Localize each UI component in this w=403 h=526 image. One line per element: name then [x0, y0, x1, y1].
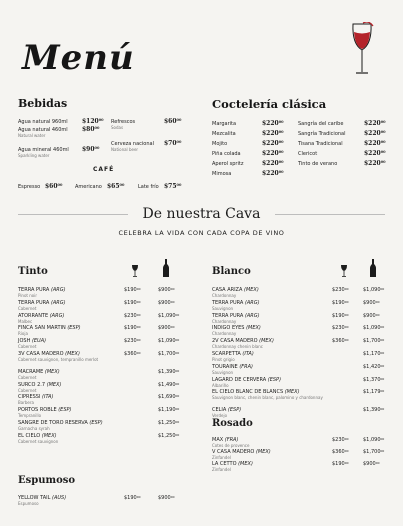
- menu-item: [18, 119, 68, 125]
- price: $1,390$^{00}$: [158, 368, 180, 375]
- wine-grape: Tempranillo: [18, 413, 42, 419]
- wine-name: LA CETTO (MEX): [212, 461, 253, 468]
- wine-origin: (MEX): [65, 351, 80, 357]
- wine-origin: (MEX): [246, 325, 261, 332]
- menu-item: Clericot: [298, 151, 318, 157]
- wine-origin: (MEX): [44, 368, 60, 375]
- wine-item: [212, 461, 253, 472]
- wine-name: FINCA SAN MARTIN (ESP): [18, 325, 81, 332]
- price: $1,090$^{00}$: [158, 312, 180, 319]
- cafe-title: CAFÉ: [93, 166, 115, 173]
- menu-item: Piña colada: [212, 151, 241, 157]
- price: $\$190^{00}$: [124, 325, 141, 332]
- wine-grape: Cabernet: [18, 374, 37, 380]
- wine-name: JOSH (EUA): [18, 338, 47, 345]
- price: $1,370$^{00}$: [363, 376, 385, 383]
- price: $\$190^{00}$: [332, 461, 349, 468]
- wine-grape: Cabernet: [18, 344, 37, 350]
- price: $\$220^{00}$: [364, 120, 386, 127]
- wine-name: LAGARD DE CERVERA (ESP): [212, 376, 282, 383]
- rosado-title: Rosado: [212, 418, 253, 429]
- wine-origin: (ARG): [50, 299, 66, 306]
- menu-item: Margarita: [212, 121, 237, 127]
- price: $1,090$^{00}$: [363, 437, 385, 443]
- wine-item: [212, 377, 281, 388]
- wine-item: [18, 287, 66, 298]
- wine-name: EL CIELO (MEX): [18, 432, 57, 439]
- wine-name: 3V CASA MADERO (MEX): [18, 351, 80, 357]
- price: $1,700$^{00}$: [158, 351, 180, 357]
- wine-name: INDIGO EYES (MEX): [212, 325, 261, 332]
- price: $1,420$^{00}$: [363, 363, 385, 370]
- price: $\$900^{00}$: [363, 461, 380, 468]
- wine-name: PORTOS ROBLE (ESP): [18, 407, 72, 414]
- wine-item: [18, 495, 66, 506]
- cocteleria-title: Coctelería clásica: [212, 97, 327, 111]
- price: $\$220^{00}$: [364, 130, 386, 137]
- wine-grape: Sauvignon: [212, 305, 234, 311]
- wine-grape: Malbec: [18, 318, 33, 324]
- menu-item: [18, 147, 69, 158]
- wine-origin: (AUS): [52, 495, 67, 501]
- menu-item: Sangría del caribe: [298, 121, 344, 127]
- wine-grape: Barbera: [18, 400, 34, 406]
- wine-name: ATORRANTE (ARG): [18, 312, 65, 319]
- wine-grape: Chardonnay chenin blanc: [212, 344, 263, 350]
- price: $\$220^{00}$: [364, 150, 386, 157]
- wine-origin: (ESP): [67, 325, 81, 332]
- wine-origin: (MEX): [46, 381, 62, 388]
- price: $\$230^{00}$: [332, 325, 349, 332]
- wine-name: TERRA PURA (ARG): [18, 287, 66, 293]
- price: $\$220^{00}$: [262, 130, 284, 137]
- menu-item: Americano: [75, 184, 102, 190]
- price: $\$230^{00}$: [124, 338, 141, 345]
- wine-name: TERRA PURA (ARG): [18, 299, 66, 306]
- wine-item: [212, 364, 253, 375]
- wine-origin: (MEX): [238, 461, 253, 468]
- cava-title: De nuestra Cava: [142, 206, 261, 222]
- wine-item: [18, 433, 58, 444]
- wine-item: [18, 351, 98, 362]
- wine-origin: (ARG): [244, 312, 260, 319]
- tinto-title: Tinto: [18, 266, 48, 277]
- wine-grape: Verdejo: [212, 413, 228, 419]
- bebidas-title: Bebidas: [18, 97, 68, 110]
- wine-item: [212, 351, 254, 362]
- glass-icon: [340, 265, 348, 277]
- price: $\$220^{00}$: [262, 140, 284, 147]
- wine-name: CASA ARIZA (MEX): [212, 287, 259, 293]
- espumoso-title: Espumoso: [18, 475, 76, 486]
- price: $\$220^{00}$: [262, 120, 284, 127]
- item-subtitle: Sparkling water: [18, 153, 50, 158]
- price: $1,090$^{00}$: [363, 325, 385, 332]
- price: $\$190^{00}$: [332, 299, 349, 306]
- price: $1,250$^{00}$: [158, 420, 180, 426]
- wine-name: TOURAINE (FRA): [212, 363, 253, 370]
- wine-item: [18, 313, 64, 324]
- wine-origin: (MEX): [259, 338, 274, 345]
- menu-item: Mojito: [212, 141, 228, 147]
- item-name: Agua mineral 460ml: [18, 147, 69, 153]
- price: $\$230^{00}$: [332, 437, 349, 443]
- price: $\$70^{00}$: [164, 140, 182, 147]
- item-name: Agua natural 960ml: [18, 119, 68, 125]
- price: $\$230^{00}$: [124, 312, 141, 319]
- wine-origin: (ARG): [244, 299, 260, 306]
- wine-item: [18, 394, 53, 405]
- wine-name: MACRAME (MEX): [18, 368, 60, 375]
- price: $1,179$^{00}$: [363, 389, 385, 396]
- menu-item: Espresso: [18, 184, 41, 190]
- price: $\$360^{00}$: [332, 449, 349, 456]
- price: $1,690$^{00}$: [158, 394, 180, 401]
- price: $\$900^{00}$: [158, 299, 175, 306]
- wine-item: [212, 437, 249, 448]
- price: $1,700$^{00}$: [363, 449, 385, 456]
- price: $\$360^{00}$: [124, 351, 141, 357]
- wine-name: SURCO 2.7 (MEX): [18, 381, 62, 388]
- wine-item: [18, 325, 81, 336]
- price: $\$190^{00}$: [124, 287, 141, 293]
- wine-item: [212, 389, 323, 400]
- menu-item: [111, 119, 135, 130]
- wine-grape: Chardonnay: [212, 318, 237, 324]
- wine-glass-icon: [349, 22, 375, 78]
- price: $\$80^{00}$: [82, 126, 100, 133]
- menu-item: [18, 127, 68, 138]
- wine-origin: (MEX): [41, 432, 57, 439]
- price: $1,700$^{00}$: [363, 338, 385, 345]
- price: $\$900^{00}$: [158, 325, 175, 332]
- wine-item: [18, 338, 46, 349]
- item-name: Refrescos: [111, 119, 136, 125]
- item-name: Cerveza nacional: [111, 141, 154, 147]
- price: $\$190^{00}$: [124, 495, 141, 501]
- price: $\$60^{00}$: [45, 183, 63, 190]
- price: $\$60^{00}$: [164, 118, 182, 125]
- menu-item: Tisana Tradicional: [298, 141, 343, 147]
- wine-item: [212, 300, 260, 311]
- wine-grape: Cotes de provence: [212, 443, 250, 448]
- bottle-icon: [370, 259, 376, 277]
- blanco-title: Blanco: [212, 266, 251, 277]
- wine-item: [18, 369, 60, 380]
- price: $\$900^{00}$: [158, 287, 175, 293]
- wine-grape: Zinfandel: [212, 455, 231, 461]
- menu-item: [111, 141, 154, 152]
- price: $\$230^{00}$: [332, 287, 349, 293]
- wine-grape: Garnacha syrah: [18, 426, 50, 431]
- price: $\$900^{00}$: [363, 312, 380, 319]
- menu-item: Aperol spritz: [212, 161, 244, 167]
- wine-item: [212, 313, 260, 324]
- menu-item: Sangría Tradicional: [298, 131, 346, 137]
- wine-grape: Sauvignon: [212, 369, 234, 375]
- price: $\$360^{00}$: [332, 338, 349, 345]
- wine-grape: Chardonnay: [212, 293, 237, 298]
- price: $\$120^{00}$: [82, 118, 104, 125]
- wine-item: [18, 407, 71, 418]
- wine-grape: Cabernet sauvignon, tempranillo merlot: [18, 357, 99, 362]
- wine-grape: Rioja: [18, 331, 28, 337]
- item-name: Agua natural 460ml: [18, 127, 68, 133]
- price: $1,090$^{00}$: [363, 287, 385, 293]
- price: $1,390$^{00}$: [363, 407, 385, 414]
- menu-item: Mimosa: [212, 171, 232, 177]
- wine-origin: (ESP): [58, 407, 72, 414]
- wine-grape: Espumoso: [18, 501, 39, 506]
- wine-item: [18, 420, 103, 431]
- wine-item: [18, 300, 66, 311]
- wine-grape: Albariño: [212, 382, 229, 388]
- menu-item: Tinto de verano: [298, 161, 338, 167]
- wine-grape: Pinot noir: [18, 293, 37, 298]
- wine-origin: (FRA): [224, 437, 239, 443]
- bottle-icon: [163, 259, 169, 277]
- price: $\$190^{00}$: [332, 312, 349, 319]
- price: $\$190^{00}$: [124, 299, 141, 306]
- wine-item: [212, 338, 274, 349]
- menu-item: Late frío: [138, 184, 159, 190]
- wine-origin: (ESP): [227, 407, 242, 414]
- wine-name: YELLOW TAIL (AUS): [18, 495, 67, 501]
- wine-name: TERRA PURA (ARG): [212, 299, 260, 306]
- price: $\$220^{00}$: [364, 160, 386, 167]
- price: $\$90^{00}$: [82, 146, 100, 153]
- price: $\$220^{00}$: [262, 160, 284, 167]
- wine-grape: Sauvignon blanc, chenin blanc, palomino y chardonnay: [212, 395, 323, 401]
- wine-name: CIPRESSI (ITA): [18, 394, 54, 401]
- price: $\$220^{00}$: [262, 170, 284, 177]
- price: $\$65^{00}$: [107, 183, 125, 190]
- wine-item: [212, 287, 259, 298]
- wine-item: [18, 382, 61, 393]
- wine-origin: (ARG): [49, 312, 65, 319]
- price: $\$900^{00}$: [158, 495, 175, 501]
- wine-grape: Cabernet: [18, 305, 37, 311]
- wine-origin: (EUA): [31, 338, 47, 345]
- wine-item: [212, 407, 241, 418]
- wine-origin: (ESP): [89, 420, 103, 426]
- wine-origin: (MEX): [255, 449, 271, 456]
- price: $\$900^{00}$: [363, 299, 380, 306]
- wine-item: [212, 325, 261, 336]
- wine-grape: Pinot grigio: [212, 357, 235, 362]
- cava-subtitle: CELEBRA LA VIDA CON CADA COPA DE VINO: [118, 229, 285, 237]
- price: $1,490$^{00}$: [158, 381, 180, 388]
- price: $\$75^{00}$: [164, 183, 182, 190]
- price: $1,170$^{00}$: [363, 351, 385, 357]
- wine-origin: (ITA): [42, 394, 54, 401]
- wine-name: EL CIELO BLANC DE BLANCS (MEX): [212, 389, 300, 396]
- price: $1,190$^{00}$: [158, 407, 180, 414]
- wine-name: SANGRE DE TORO RESERVA (ESP): [18, 420, 103, 426]
- wine-name: SCARPETTA (ITA): [212, 351, 254, 357]
- glass-icon: [131, 265, 139, 277]
- wine-origin: (ARG): [50, 287, 66, 293]
- wine-origin: (ITA): [242, 351, 254, 357]
- item-subtitle: National beer: [111, 147, 139, 152]
- menu-title: Menú: [22, 38, 135, 78]
- wine-grape: Cabernet: [18, 387, 37, 393]
- item-subtitle: Natural water: [18, 133, 46, 138]
- wine-origin: (MEX): [284, 389, 300, 396]
- wine-grape: Chardonnay: [212, 331, 237, 337]
- menu-item: Mezcalita: [212, 131, 236, 137]
- wine-name: TERRA PURA (ARG): [212, 312, 260, 319]
- wine-grape: Zinfandel: [212, 467, 231, 473]
- wine-origin: (MEX): [244, 287, 259, 293]
- wine-item: [212, 449, 271, 460]
- item-subtitle: Sodas: [111, 125, 124, 130]
- wine-origin: (ESP): [267, 376, 282, 383]
- price: $\$220^{00}$: [262, 150, 284, 157]
- price: $1,250$^{00}$: [158, 432, 180, 439]
- price: $1,090$^{00}$: [158, 338, 180, 345]
- wine-name: CELIA (ESP): [212, 407, 242, 414]
- wine-name: MAX (FRA): [212, 437, 239, 443]
- wine-name: 2V CASA MADERO (MEX): [212, 338, 274, 345]
- price: $\$220^{00}$: [364, 140, 386, 147]
- wine-origin: (FRA): [239, 363, 253, 370]
- wine-name: V CASA MADERO (MEX): [212, 449, 271, 456]
- wine-grape: Cabernet sauvignon: [18, 438, 59, 444]
